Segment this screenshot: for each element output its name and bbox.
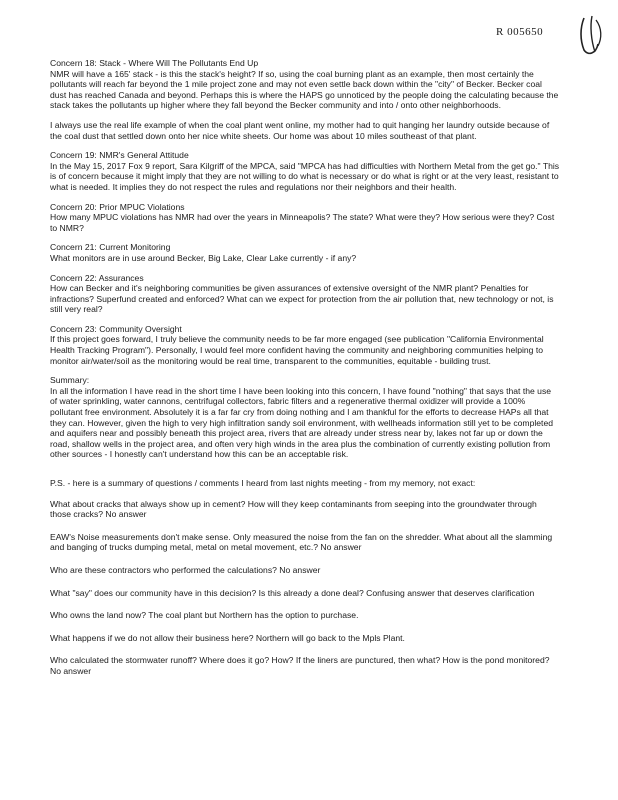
handwritten-initial-mark [576, 14, 606, 58]
summary-heading: Summary: [50, 375, 90, 386]
postscript-item: What happens if we do not allow their business here? Northern will go back to the Mpls Plant. [50, 632, 405, 643]
summary-paragraph: In all the information I have read in the short time I have been looking into this concern, I have found "nothing" that says that the use of water sprinkling, water cannons, centrifugal collectors, fabric filters and a regenerative thermal oxidizer will provide a 100% pollutant free environment. Absolutely it is a far far cry from doing nothing and I am thankful for the efforts to decrease HAPs all that they can. However, given the high to very high infiltration sandy soil environment, with wellheads information still yet to be completed and aquifers near and possibly beneath this project area, rivers that are already under stress near by, lakes not far up or down the road, shallow wells in the project area, and often very high winds in the area plus the combination of currently existing pollution from other sources - I honestly can't understand how this can be an acceptable risk. [50, 385, 553, 460]
concern-paragraph: I always use the real life example of when the coal plant went online, my mother had to quit hanging her laundry outside because of the coal dust that settled down onto her nice white sheets. Our home was about 10 miles southeast of that plant. [50, 119, 550, 141]
concern-heading: Concern 20: Prior MPUC Violations [50, 201, 185, 212]
postscript-item: Who are these contractors who performed the calculations? No answer [50, 564, 321, 575]
concern-paragraph: What monitors are in use around Becker, Big Lake, Clear Lake currently - if any? [50, 252, 357, 263]
postscript-item: What about cracks that always show up in cement? How will they keep contaminants from seeping into the groundwater through those cracks? No answer [50, 498, 537, 520]
concern-heading: Concern 23: Community Oversight [50, 323, 182, 334]
concern-paragraph: How can Becker and it's neighboring communities be given assurances of extensive oversight of the NMR plant? Penalties for infractions? Superfund created and enforced? What can we expect for protection from the air pollution that, new technology or not, is still very real? [50, 283, 554, 315]
concern-19 [50, 150, 560, 192]
concern-23 [50, 324, 560, 366]
concern-paragraph: If this project goes forward, I truly believe the community needs to be far more engaged (see publication "California Environmental Health Tracking Program"). Personally, I would feel more confident having the community and neighboring communities helping to monitor air/water/soil as the monitoring would be real time, transparent to the communities, equitable - building trust. [50, 334, 544, 366]
postscript-item: EAW's Noise measurements don't make sense. Only measured the noise from the fan on the shredder. What about all the slamming and banging of trucks dumping metal, metal on metal movement, etc.? No answer [50, 531, 553, 553]
postscript-intro: P.S. - here is a summary of questions / comments I heard from last nights meeting - from my memory, not exact: [50, 478, 476, 488]
postscript-item: Who owns the land now? The coal plant but Northern has the option to purchase. [50, 610, 359, 621]
letter-body [50, 58, 560, 689]
concern-20 [50, 202, 560, 234]
concern-heading: Concern 18: Stack - Where Will The Pollutants End Up [50, 58, 259, 68]
postscript-item: What "say" does our community have in this decision? Is this already a done deal? Confusing answer that deserves clarification [50, 587, 535, 598]
concern-heading: Concern 21: Current Monitoring [50, 242, 171, 253]
postscript-item: Who calculated the stormwater runoff? Where does it go? How? If the liners are punctured, then what? How is the pond monitored? No answer [50, 655, 550, 676]
concern-paragraph: NMR will have a 165' stack - is this the stack's height? If so, using the coal burning plant as an example, then most certainly the pollutants will reach far beyond the 1 mile project zone and may not even settle back down within the "city" of Becker. Becker coal dust has reached Canada and beyond. Perhaps this is where the HAPS go unnoticed by the people doing the calculating because the stack takes the pollutants up higher where they fall beyond the Becker community and into / onto other neighborhoods. [50, 68, 559, 111]
concern-paragraph: How many MPUC violations has NMR had over the years in Minneapolis? The state? What were they? How serious were they? Cost to NMR? [50, 212, 555, 233]
concern-22 [50, 273, 560, 315]
concern-heading: Concern 19: NMR's General Attitude [50, 150, 189, 161]
concern-18 [50, 58, 560, 141]
concern-paragraph: In the May 15, 2017 Fox 9 report, Sara Kilgriff of the MPCA, said "MPCA has had difficulties with Northern Metal from the get go." This is of concern because it might imply that they are not willing to do what is necessary or do what is right or at the very least, resistant to what is needed. It implies they do not respect the rules and regulations nor their neighbors and their health. [50, 160, 560, 192]
bates-stamp: R 005650 [496, 26, 544, 38]
concern-21 [50, 242, 560, 263]
postscript-section [50, 478, 560, 677]
summary-section [50, 375, 560, 460]
concern-heading: Concern 22: Assurances [50, 272, 144, 283]
